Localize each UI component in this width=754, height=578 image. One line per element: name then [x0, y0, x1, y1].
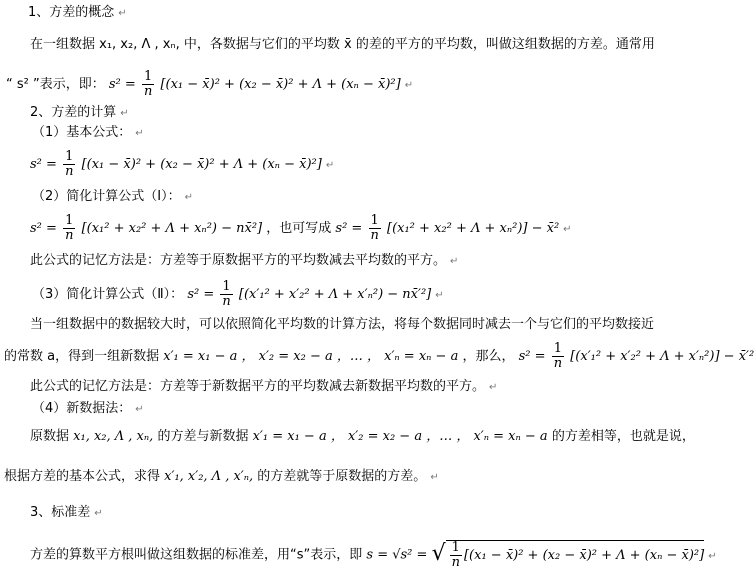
basic-formula-heading — [32, 124, 144, 143]
standard-deviation-line — [30, 540, 717, 570]
fraction-denominator: n — [451, 555, 460, 570]
new-data-formula-lhs: s² = — [518, 349, 546, 364]
fraction-numerator: 1 — [553, 341, 563, 356]
fraction-denominator: n — [553, 356, 563, 371]
simplified-formula-1 — [30, 214, 572, 243]
fraction-denominator: n — [65, 228, 74, 243]
simplified-formula-2-heading-text: （3）简化计算公式（Ⅱ）： — [32, 287, 184, 302]
new-data-prefix-text: 的常数 a，得到一组新数据 — [4, 349, 160, 364]
alternative-formula-rhs: [(x₁² + x₂² + Λ + xₙ²)] − x̄² — [387, 221, 560, 236]
new-data-list: x′₁ = x₁ − a ， x′₂ = x₂ − a ，… ， x′ₙ = xₙ − a — [252, 429, 548, 444]
simplified-formula-2-fraction — [220, 280, 232, 309]
new-data-formula-fraction — [552, 342, 564, 371]
memory-tip-2 — [30, 378, 497, 397]
fraction-denominator: n — [65, 164, 74, 179]
new-data-then-text: ，那么， — [462, 349, 515, 364]
section-3-heading-text: 3、标准差 — [30, 505, 91, 520]
memory-tip-2-text: 此公式的记忆方法是：方差等于新数据平方的平均数减去新数据平均数的平方。 — [30, 379, 486, 394]
basic-formula — [30, 150, 334, 179]
paragraph-mark-icon: ↵ — [120, 108, 129, 119]
variance-equal-text: 的方差相等，也就是说， — [551, 429, 695, 444]
paragraph-mark-icon: ↵ — [404, 80, 414, 91]
variance-compare-text: 的方差与新数据 — [157, 429, 249, 444]
standard-deviation-rhs: [(x₁ − x̄)² + (x₂ − x̄)² + Λ + (xₙ − x̄)²] — [463, 548, 705, 563]
variance-formula-rhs: [(x₁ − x̄)² + (x₂ − x̄)² + Λ + (xₙ − x̄)²] — [160, 77, 401, 92]
paragraph-mark-icon: ↵ — [325, 160, 335, 171]
fraction-numerator: 1 — [222, 279, 231, 294]
new-data-method-heading-text: （4）新数据法： — [32, 401, 132, 416]
sqrt-radicand — [446, 540, 705, 570]
basic-formula-lhs: s² = — [30, 157, 57, 172]
alternative-form-text: ，也可写成 — [266, 221, 332, 236]
sqrt-icon: √ — [431, 541, 446, 566]
fraction-denominator: n — [222, 294, 231, 309]
fraction-numerator: 1 — [143, 69, 153, 84]
paragraph-mark-icon: ↵ — [563, 224, 572, 235]
simplified-formula-2 — [32, 280, 444, 309]
variance-definition-text: 在一组数据 x₁, x₂, Λ , xₙ, 中，各数据与它们的平均数 x̄ 的差的平方的平均数，叫做这组数据的方差。通常用 — [30, 37, 655, 52]
conclusion-suffix-text: 的方差就等于原数据的方差。 — [257, 469, 427, 484]
basic-formula-heading-text: （1）基本公式： — [32, 125, 132, 140]
memory-tip-1 — [30, 252, 458, 271]
large-data-paragraph — [30, 316, 654, 334]
paragraph-mark-icon: ↵ — [489, 382, 498, 393]
standard-deviation-text: 方差的算数平方根叫做这组数据的标准差，用“s”表示，即 — [30, 547, 363, 563]
simplified-formula-1-heading-text: （2）简化计算公式（Ⅰ）： — [32, 189, 181, 204]
paragraph-mark-icon: ↵ — [450, 256, 459, 267]
alternative-formula-lhs: s² = — [335, 221, 363, 236]
variance-notation-text: “ s² ”表示，即： — [6, 77, 105, 92]
large-data-paragraph-text: 当一组数据中的数据较大时，可以依照简化平均数的计算方法，将每个数据同时减去一个与它们的平均数接近 — [30, 317, 655, 332]
simplified-formula-1-lhs: s² = — [30, 221, 57, 236]
section-2-heading — [30, 104, 129, 123]
variance-notation-line — [6, 70, 413, 99]
section-1-heading-text: 1、方差的概念 — [28, 5, 115, 20]
memory-tip-1-text: 此公式的记忆方法是：方差等于原数据平方的平均数减去平均数的平方。 — [30, 253, 447, 268]
original-data-text: 原数据 — [30, 429, 70, 444]
variance-formula-lhs: s² = — [108, 77, 136, 92]
paragraph-mark-icon: ↵ — [184, 192, 193, 203]
fraction-numerator: 1 — [451, 540, 460, 555]
fraction-numerator: 1 — [65, 213, 74, 228]
variance-definition-paragraph — [30, 36, 655, 54]
paragraph-mark-icon: ↵ — [135, 404, 144, 415]
section-1-heading — [28, 4, 127, 23]
new-data-conclusion — [4, 468, 439, 487]
standard-deviation-lhs: s = √s² = — [366, 547, 428, 563]
paragraph-mark-icon: ↵ — [94, 508, 103, 519]
standard-deviation-fraction — [450, 541, 462, 570]
variance-formula-fraction — [142, 70, 154, 99]
new-data-formula-rhs: [(x′₁² + x′₂² + Λ + x′ₙ²)] − x̄′² — [570, 349, 754, 364]
simplified-formula-1-fraction — [63, 214, 75, 243]
fraction-numerator: 1 — [370, 213, 379, 228]
conclusion-prefix-text: 根据方差的基本公式，求得 — [4, 469, 161, 484]
simplified-formula-2-lhs: s² = — [187, 287, 215, 302]
alternative-formula-fraction — [368, 214, 380, 243]
paragraph-mark-icon: ↵ — [135, 128, 144, 139]
new-data-method-paragraph — [30, 428, 695, 446]
fraction-denominator: n — [370, 228, 379, 243]
paragraph-mark-icon: ↵ — [435, 290, 444, 301]
paragraph-mark-icon: ↵ — [118, 8, 127, 19]
simplified-formula-2-rhs: [(x′₁² + x′₂² + Λ + x′ₙ²) − nx̄′²] — [238, 287, 432, 302]
new-data-formula-line — [4, 342, 754, 371]
fraction-numerator: 1 — [65, 149, 74, 164]
sqrt-radical — [432, 540, 705, 570]
paragraph-mark-icon: ↵ — [430, 472, 439, 483]
simplified-formula-1-rhs: [(x₁² + x₂² + Λ + xₙ²) − nx̄²] — [81, 221, 263, 236]
new-data-method-heading — [32, 400, 144, 419]
new-data-definition: x′₁ = x₁ − a ， x′₂ = x₂ − a ，… ， x′ₙ = xₙ − a — [163, 349, 459, 364]
paragraph-mark-icon: ↵ — [708, 550, 717, 562]
section-3-heading — [30, 504, 103, 523]
basic-formula-rhs: [(x₁ − x̄)² + (x₂ − x̄)² + Λ + (xₙ − x̄)²] — [81, 157, 322, 172]
basic-formula-fraction — [63, 150, 75, 179]
new-data-variables: x′₁, x′₂, Λ , x′ₙ, — [164, 469, 254, 484]
section-2-heading-text: 2、方差的计算 — [30, 105, 117, 120]
original-data-list: x₁, x₂, Λ , xₙ, — [73, 429, 154, 444]
fraction-denominator: n — [143, 84, 153, 99]
simplified-formula-1-heading — [32, 188, 193, 207]
